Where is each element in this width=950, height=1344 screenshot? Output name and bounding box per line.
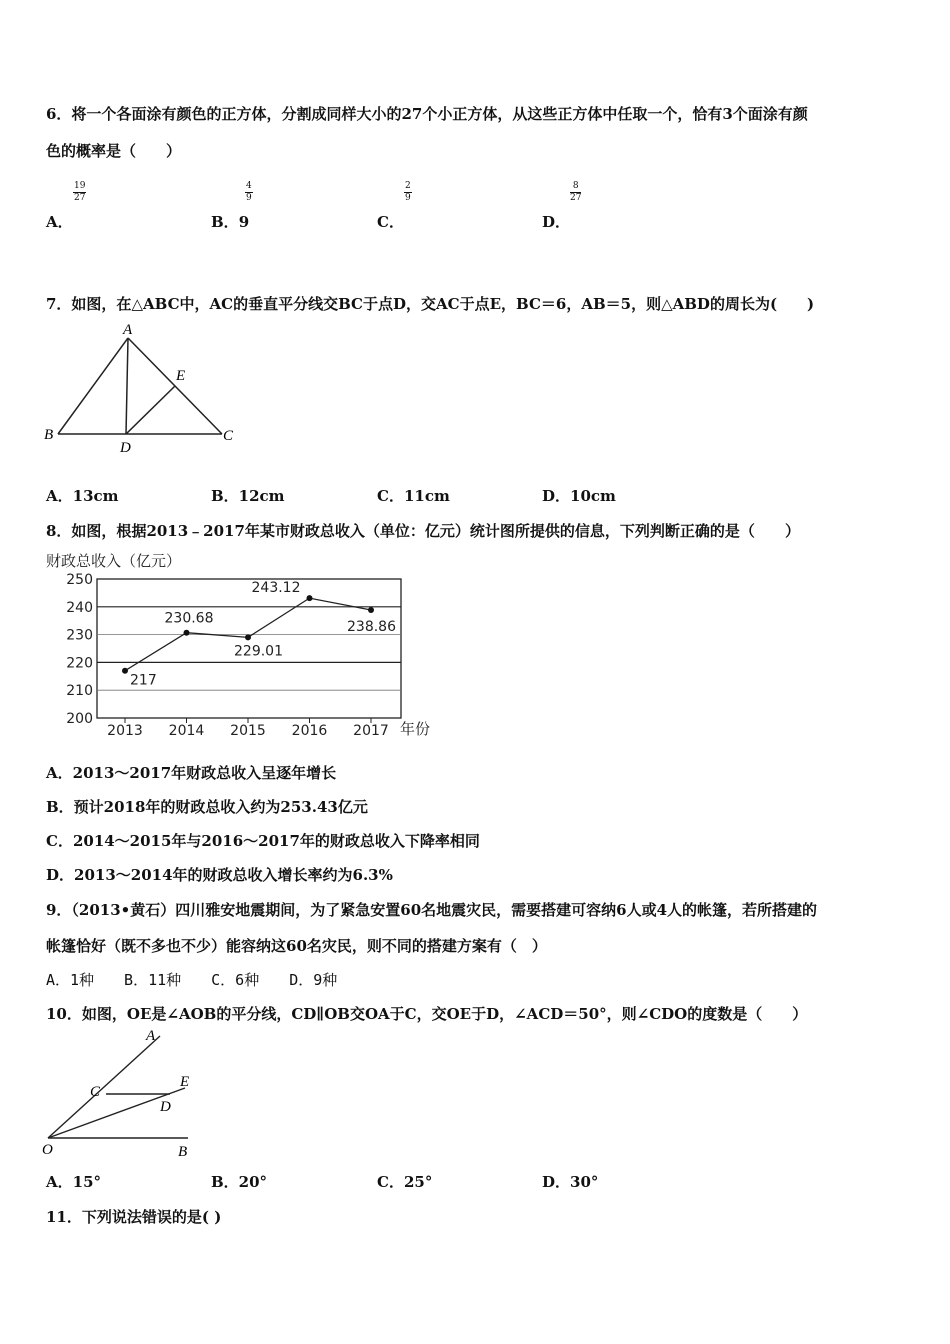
q8-option-c[interactable]: C．2014～2015年与2016～2017年的财政总收入下降率相同 [46,832,480,850]
chart-data-label: 243.12 [251,580,301,597]
q6-option-d[interactable]: D． [542,213,571,231]
q7-label-d: D [120,440,131,456]
q6-option-b-fraction: $\frac{4}{9}$ [246,181,252,203]
q6-option-a[interactable]: A． [46,213,73,231]
q7-label-c: C [223,428,234,444]
q7-text: 7．如图，在△ABC中，AC的垂直平分线交BC于点D，交AC于点E，BC＝6，AB＝5，则△ABD的周长为( ) [46,295,815,313]
chart-ytick-label: 240 [66,599,93,616]
q8-line-chart [40,547,440,747]
q6-option-a-fraction: $\frac{19}{27}$ [74,181,86,203]
chart-xtick-label: 2017 [353,723,389,739]
q7-segment-ab [58,338,128,434]
q10-label-o: O [42,1142,53,1158]
chart-data-point [122,668,128,674]
q10-label-c: C [90,1084,101,1100]
q7-label-a: A [123,322,133,338]
q11-text: 11．下列说法错误的是( ) [46,1208,222,1226]
q9-options[interactable]: A．1种 B．11种 C．6种 D．9种 [46,971,338,989]
q7-label-e: E [176,368,186,384]
chart-data-label: 238.86 [347,618,396,635]
q10-option-c[interactable]: C．25° [377,1173,433,1191]
q9-text-line1: 9．（2013•黄石）四川雅安地震期间，为了紧急安置60名地震灾民，需要搭建可容纳6人或4人的帐篷，若所搭建的 [46,901,818,919]
chart-data-point [368,607,374,613]
q7-label-b: B [44,427,54,443]
q10-text: 10．如图，OE是∠AOB的平分线，CD∥OB交OA于C，交OE于D，∠ACD＝50°，则∠CDO的度数是（ ） [46,1005,808,1023]
chart-data-point [307,595,313,601]
q6-option-c[interactable]: C． [377,213,404,231]
chart-ytick-label: 230 [66,627,93,644]
q10-ray-oa [48,1036,160,1138]
chart-data-label: 229.01 [234,643,283,660]
q10-label-b: B [178,1144,188,1160]
chart-data-point [184,630,190,636]
chart-ytick-label: 210 [66,683,93,700]
chart-xtick-label: 2013 [107,723,143,739]
q7-segment-de [126,386,175,434]
chart-xtick-label: 2014 [168,723,205,739]
q10-option-d[interactable]: D．30° [542,1173,599,1191]
chart-ytick-label: 200 [66,711,93,727]
q8-option-b[interactable]: B．预计2018年的财政总收入约为253.43亿元 [46,798,368,816]
q6-option-d-fraction: $\frac{8}{27}$ [570,181,582,203]
q6-text-line2: 色的概率是（ ） [46,142,182,160]
chart-data-label: 217 [130,672,157,689]
chart-data-point [245,634,251,640]
q8-option-a[interactable]: A．2013～2017年财政总收入呈逐年增长 [46,764,337,782]
q7-option-c[interactable]: C．11cm [377,487,450,505]
q10-label-e: E [180,1074,190,1090]
q10-option-a[interactable]: A．15° [46,1173,102,1191]
q10-angle-figure [40,1030,210,1160]
q6-text-line1: 6．将一个各面涂有颜色的正方体，分割成同样大小的27个小正方体，从这些正方体中任取一个，恰有3个面涂有颜 [46,105,808,123]
q6-option-c-fraction: $\frac{2}{9}$ [405,181,411,203]
q7-triangle-figure [40,318,250,458]
q7-option-a[interactable]: A．13cm [46,487,119,505]
chart-ytick-label: 250 [66,572,93,588]
q8-text: 8．如图，根据2013﹣2017年某市财政总收入（单位：亿元）统计图所提供的信息，下列判断正确的是（ ） [46,522,800,540]
q7-option-b[interactable]: B．12cm [211,487,285,505]
chart-xlabel: 年份 [400,720,431,738]
chart-xtick-label: 2016 [291,723,328,739]
chart-xtick-label: 2015 [230,723,266,739]
q7-segment-ad [126,338,128,434]
chart-ytick-label: 220 [66,655,93,672]
q10-label-d: D [160,1099,171,1115]
chart-data-label: 230.68 [164,610,214,627]
q8-option-d[interactable]: D．2013～2014年的财政总收入增长率约为6.3% [46,866,393,884]
q6-option-b[interactable]: B．9 [211,213,250,231]
q7-option-d[interactable]: D．10cm [542,487,616,505]
q9-text-line2: 帐篷恰好（既不多也不少）能容纳这60名灾民，则不同的搭建方案有（ ） [46,937,547,955]
chart-ylabel: 财政总收入（亿元） [46,552,182,570]
q10-option-b[interactable]: B．20° [211,1173,268,1191]
q10-label-a: A [146,1030,156,1044]
